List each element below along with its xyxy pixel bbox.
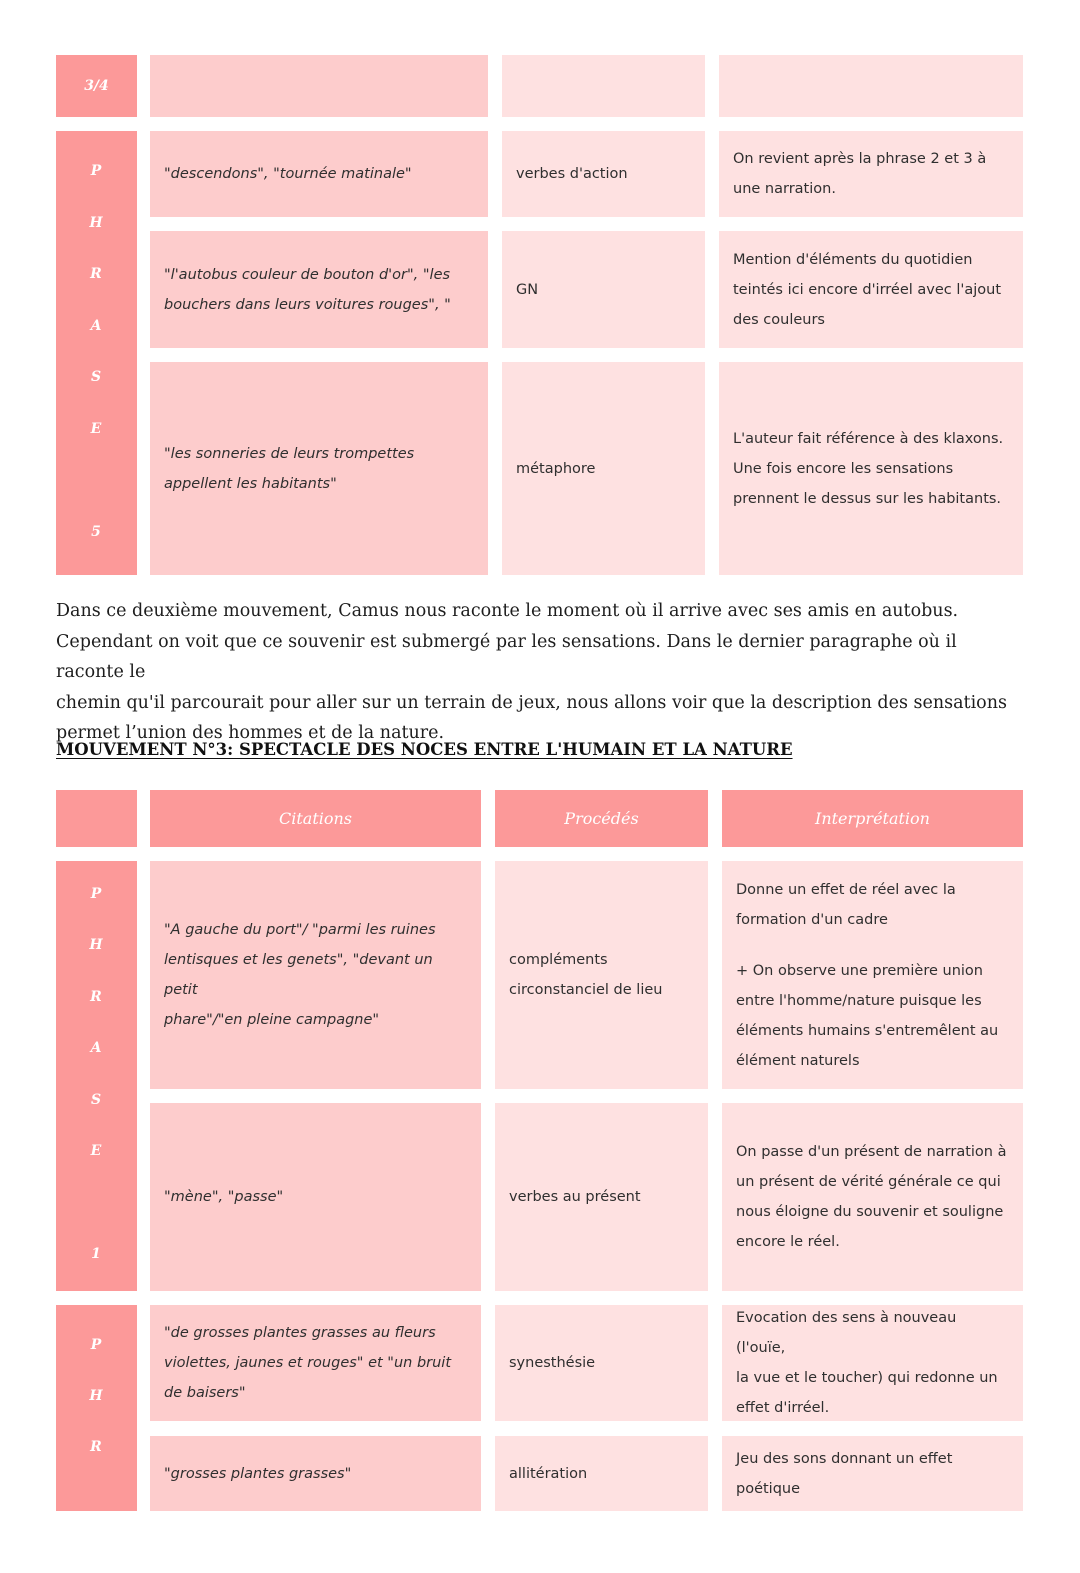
citation-line: "descendons", "tournée matinale" — [164, 166, 412, 182]
interpretation-line: Jeu des sons donnant un effet — [736, 1450, 953, 1467]
interpretation-cell — [722, 861, 1023, 1089]
row-number-label: 3/4 — [56, 55, 137, 117]
interpretation-cell — [722, 1103, 1023, 1291]
interpretation-line: Mention d'éléments du quotidien — [733, 251, 973, 268]
interpretation-line: une narration. — [733, 181, 836, 197]
procede-cell — [502, 231, 705, 348]
interpretation-line: la vue et le toucher) qui redonne un — [736, 1370, 998, 1386]
procede-line: métaphore — [516, 460, 596, 477]
interpretation-line: + On observe une première union — [736, 962, 983, 979]
header-corner-cell — [56, 790, 137, 847]
interpretation-line: entre l'homme/nature puisque les — [736, 992, 982, 1009]
citation-cell — [150, 861, 481, 1089]
phrase-side-label — [56, 1305, 137, 1511]
header-citations: Citations — [150, 790, 481, 847]
paragraph-line: Cependant on voit que ce souvenir est submergé par les sensations. Dans le dernier paragraphe où il raconte le — [56, 631, 957, 682]
section-heading: MOUVEMENT N°3: SPECTACLE DES NOCES ENTRE L'HUMAIN ET LA NATURE — [56, 740, 793, 759]
interpretation-line: Evocation des sens à nouveau (l'ouïe, — [736, 1310, 957, 1356]
procede-cell — [495, 1305, 708, 1421]
phrase-side-label — [56, 131, 137, 575]
citation-line: phare"/"en pleine campagne" — [164, 1012, 380, 1028]
interpretation-line: des couleurs — [733, 311, 825, 328]
procede-cell — [495, 1103, 708, 1291]
header-procedes: Procédés — [495, 790, 708, 847]
citation-cell — [150, 362, 488, 575]
empty-cell — [502, 55, 705, 117]
header-interpretation: Interprétation — [722, 790, 1023, 847]
interpretation-line: L'auteur fait référence à des klaxons. — [733, 430, 1004, 447]
interpretation-line: On revient après la phrase 2 et 3 à — [733, 151, 987, 167]
interpretation-line: élément naturels — [736, 1052, 860, 1069]
interpretation-line: prennent le dessus sur les habitants. — [733, 490, 1002, 507]
citation-cell — [150, 231, 488, 348]
citation-line: "les sonneries de leurs trompettes — [164, 445, 415, 462]
side-letter: S — [90, 369, 102, 385]
interpretation-line: effet d'irréel. — [736, 1400, 830, 1416]
interpretation-cell — [719, 362, 1023, 575]
empty-cell — [150, 55, 488, 117]
citation-line: "grosses plantes grasses" — [164, 1465, 352, 1482]
citation-line: appellent les habitants" — [164, 475, 337, 492]
interpretation-cell — [719, 131, 1023, 217]
side-letter: P — [90, 1337, 102, 1353]
procede-line: circonstanciel de lieu — [509, 982, 663, 998]
side-letter: P — [90, 886, 102, 902]
side-letter: R — [90, 1439, 102, 1455]
procede-line: allitération — [509, 1465, 588, 1482]
side-letter: 5 — [91, 524, 101, 540]
citation-line: "mène", "passe" — [164, 1189, 284, 1205]
interpretation-line: Une fois encore les sensations — [733, 460, 954, 477]
interpretation-line: poétique — [736, 1480, 801, 1497]
side-letter: 1 — [91, 1246, 101, 1262]
side-letter: P — [90, 163, 102, 179]
interpretation-line: nous éloigne du souvenir et souligne — [736, 1204, 1004, 1220]
procede-cell — [495, 1436, 708, 1511]
procede-cell — [495, 861, 708, 1089]
side-letter: H — [89, 1388, 103, 1404]
side-letter: H — [89, 215, 103, 231]
procede-line: GN — [516, 281, 539, 298]
citation-line: violettes, jaunes et rouges" et "un bruit — [164, 1355, 452, 1371]
citation-cell — [150, 131, 488, 217]
interpretation-line: éléments humains s'entremêlent au — [736, 1022, 999, 1039]
procede-cell — [502, 131, 705, 217]
procede-line: synesthésie — [509, 1355, 596, 1371]
side-letter: R — [90, 266, 102, 282]
procede-cell — [502, 362, 705, 575]
procede-line: verbes d'action — [516, 166, 628, 182]
interpretation-cell — [722, 1436, 1023, 1511]
interpretation-cell — [719, 231, 1023, 348]
analysis-paragraph — [56, 596, 1028, 749]
procede-line: compléments — [509, 952, 608, 968]
citation-line: "l'autobus couleur de bouton d'or", "les — [164, 266, 451, 283]
citation-line: bouchers dans leurs voitures rouges", " — [164, 296, 451, 313]
interpretation-line: teintés ici encore d'irréel avec l'ajout — [733, 281, 1002, 298]
citation-cell — [150, 1305, 481, 1421]
phrase-side-label — [56, 861, 137, 1291]
interpretation-line: Donne un effet de réel avec la — [736, 881, 956, 898]
interpretation-line: formation d'un cadre — [736, 911, 888, 928]
citation-line: de baisers" — [164, 1385, 246, 1401]
interpretation-line: encore le réel. — [736, 1234, 840, 1250]
paragraph-line: permet l’union des hommes et de la nature. — [56, 723, 445, 743]
interpretation-cell — [722, 1305, 1023, 1421]
side-letter: H — [89, 937, 103, 953]
citation-line: "A gauche du port"/ "parmi les ruines — [164, 922, 436, 938]
citation-line: lentisques et les genets", "devant un petit — [164, 952, 433, 998]
side-letter: A — [90, 318, 102, 334]
empty-cell — [719, 55, 1023, 117]
interpretation-line: un présent de vérité générale ce qui — [736, 1174, 1001, 1190]
paragraph-line: Dans ce deuxième mouvement, Camus nous raconte le moment où il arrive avec ses amis en autobus. — [56, 601, 959, 621]
side-letter: R — [90, 989, 102, 1005]
citation-cell — [150, 1103, 481, 1291]
citation-cell — [150, 1436, 481, 1511]
side-letter: E — [90, 421, 102, 437]
procede-line: verbes au présent — [509, 1189, 641, 1205]
interpretation-line: On passe d'un présent de narration à — [736, 1144, 1007, 1160]
paragraph-line: chemin qu'il parcourait pour aller sur un terrain de jeux, nous allons voir que la description des sensations — [56, 692, 1007, 713]
side-letter: A — [90, 1040, 102, 1056]
side-letter: S — [90, 1092, 102, 1108]
side-letter: E — [90, 1143, 102, 1159]
citation-line: "de grosses plantes grasses au fleurs — [164, 1325, 436, 1341]
